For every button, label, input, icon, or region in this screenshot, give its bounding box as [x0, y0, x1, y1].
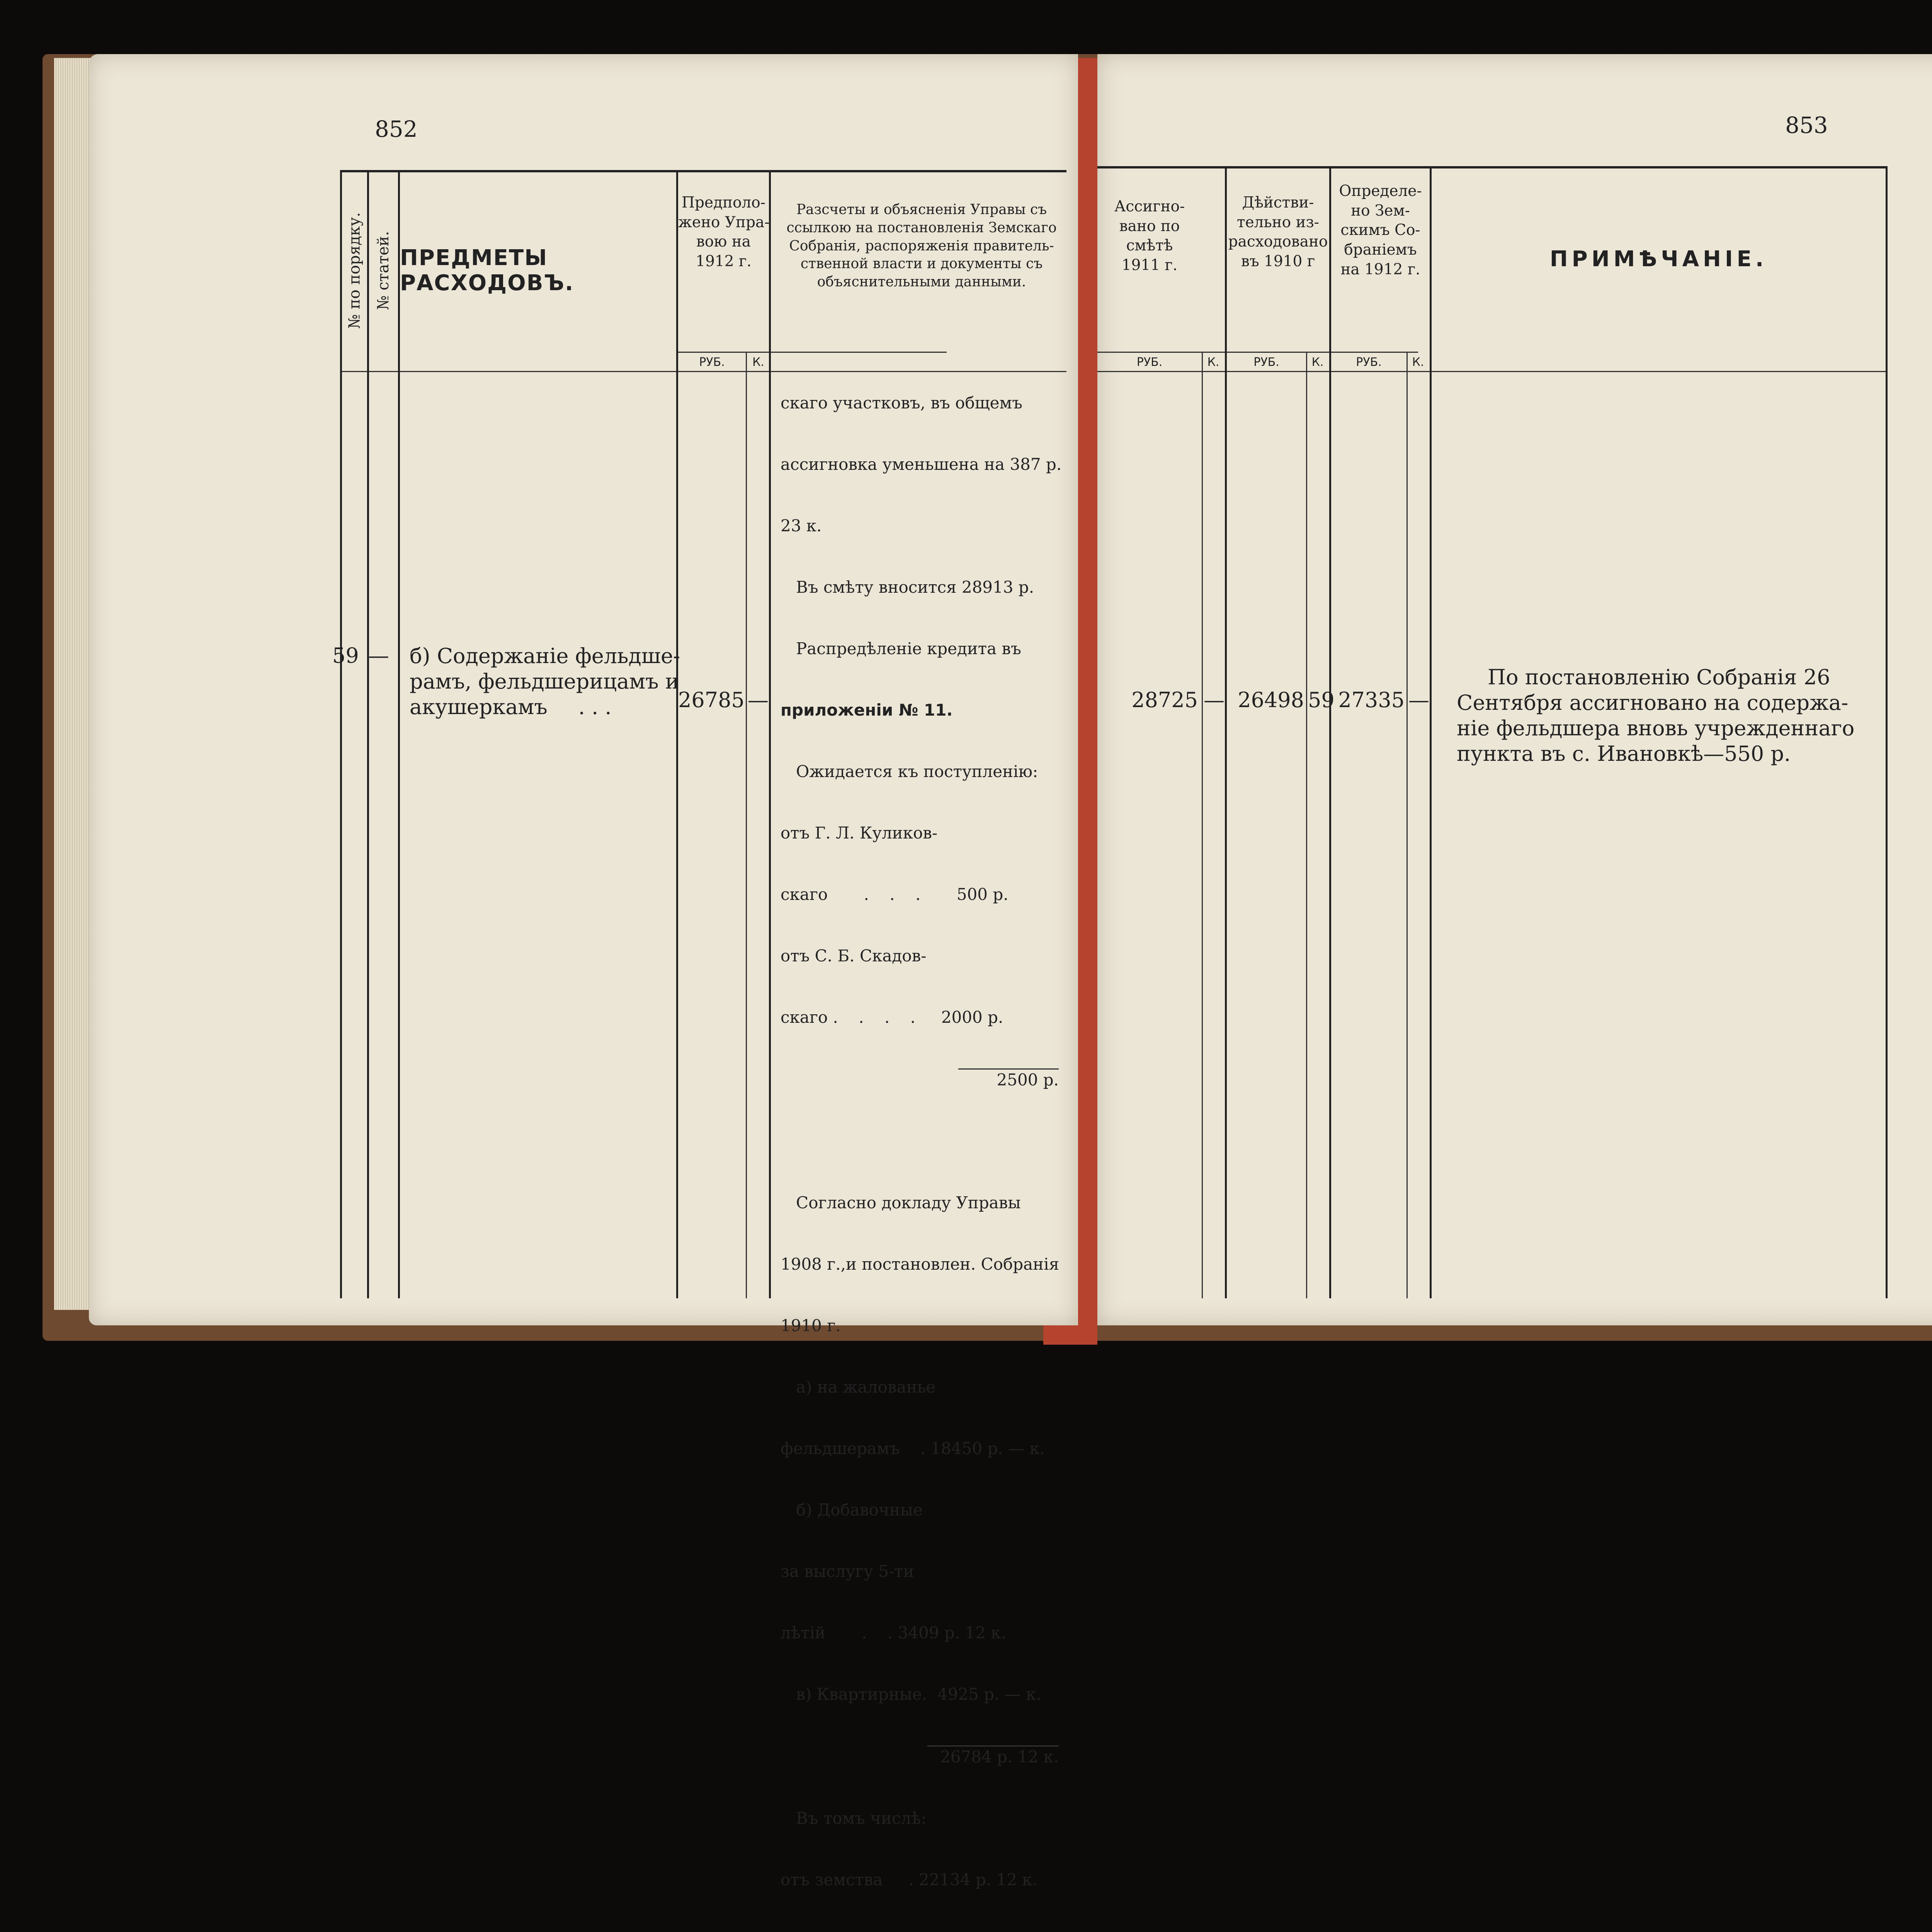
row-item-description — [410, 643, 680, 720]
col-border-proposed — [769, 170, 771, 1298]
spent-kop-value: 59 — [1308, 688, 1335, 712]
col-border-spent-kop — [1306, 352, 1307, 1298]
row-order-number: 59 — [332, 643, 359, 668]
spent-unit-kop: К. — [1311, 355, 1324, 369]
col-article-header: № статей. — [374, 231, 393, 310]
defined-unit-rub: РУБ. — [1356, 355, 1382, 369]
assigned-kop-value: — — [1204, 688, 1225, 712]
col-border-items — [676, 170, 678, 1298]
col-border-assigned — [1225, 166, 1227, 1298]
col-items-header: ПРЕДМЕТЫ РАСХОДОВЪ. — [400, 245, 574, 296]
col-calc-header: Разсчеты и объясненія Управы съ ссылкою на постановленія Земскаго Собранія, распоряженія правитель- ственной власти и документы съ объяснительными данными. — [786, 202, 1057, 290]
col-border-note — [1886, 166, 1888, 1298]
col-note-header: ПРИМѢЧАНІЕ. — [1549, 246, 1768, 272]
col-spent-header: Дѣйстви- тельно из- расходовано въ 1910 г — [1228, 194, 1328, 270]
row-item-line: б) Содержаніе фельдше- — [410, 644, 680, 668]
right-page — [1097, 54, 1932, 1325]
left-page — [89, 54, 1078, 1889]
proposed-kop-value: — — [748, 688, 769, 712]
defined-kop-value: — — [1408, 688, 1429, 712]
assigned-unit-kop: К. — [1207, 355, 1219, 369]
col-order-header: № по порядку. — [345, 212, 364, 329]
assigned-unit-rub: РУБ. — [1136, 355, 1163, 369]
row-article-number: — — [368, 643, 389, 668]
header-bottom-rule-right — [1097, 371, 1886, 372]
col-assigned-header: Ассигно- вано по смѣтѣ 1911 г. — [1114, 198, 1185, 274]
unit-rule-right — [1097, 352, 1418, 353]
proposed-unit-rub: РУБ. — [699, 355, 725, 369]
row-item-line: рамъ, фельдшерицамъ и — [410, 669, 679, 694]
proposed-rub-value: 26785 — [678, 688, 745, 712]
calc-text: скаго участковъ, въ общемъ ассигновка уменьшена на 387 р. 23 к. Въ смѣту вносится 28913 р. Распредѣленіе кредита въ приложеніи № 11. Ожидается къ поступленію: отъ Г. Л. Куликов- скаго . . . 500 р. отъ С. Б. Скадов- скаго . . . . 2000 р. 2500 р. Согласно докладу Управы 1908 г.,и постановлен. Собранія 1910 г. а) на жалованье фельдшерамъ . 18450 р. — к. б) Добавочные за выслугу 5-ти лѣтій . . 3409 р. 12 к. в) Квартирные. 4925 р. — к. 26784 р. 12 к. Въ томъ числѣ: отъ земства . 22134 р. 12 к. — [781, 393, 1062, 1889]
col-proposed-header: Предполо- жено Упра- вою на 1912 г. — [678, 194, 770, 270]
col-border-defined-kop — [1406, 352, 1408, 1298]
col-border-assigned-kop — [1202, 352, 1203, 1298]
right-page-number: 853 — [1785, 112, 1828, 138]
spent-unit-rub: РУБ. — [1253, 355, 1279, 369]
assigned-rub-value: 28725 — [1131, 688, 1198, 712]
row-item-line: акушеркамъ . . . — [410, 695, 612, 719]
spent-rub-value: 26498 — [1238, 688, 1304, 712]
col-border-proposed-kop — [746, 352, 747, 1298]
col-border-spent — [1329, 166, 1331, 1298]
defined-unit-kop: К. — [1412, 355, 1424, 369]
col-defined-header: Определе- но Зем- скимъ Со- браніемъ на 1912 г. — [1339, 182, 1422, 278]
proposed-unit-kop: К. — [752, 355, 764, 369]
defined-rub-value: 27335 — [1338, 688, 1405, 712]
note-text: По постановленію Собранія 26 Сентября ассигновано на содержа- ніе фельдшера вновь учрежденнаго пункта въ с. Ивановкѣ—550 р. — [1457, 665, 1855, 766]
left-page-number: 852 — [375, 116, 418, 142]
